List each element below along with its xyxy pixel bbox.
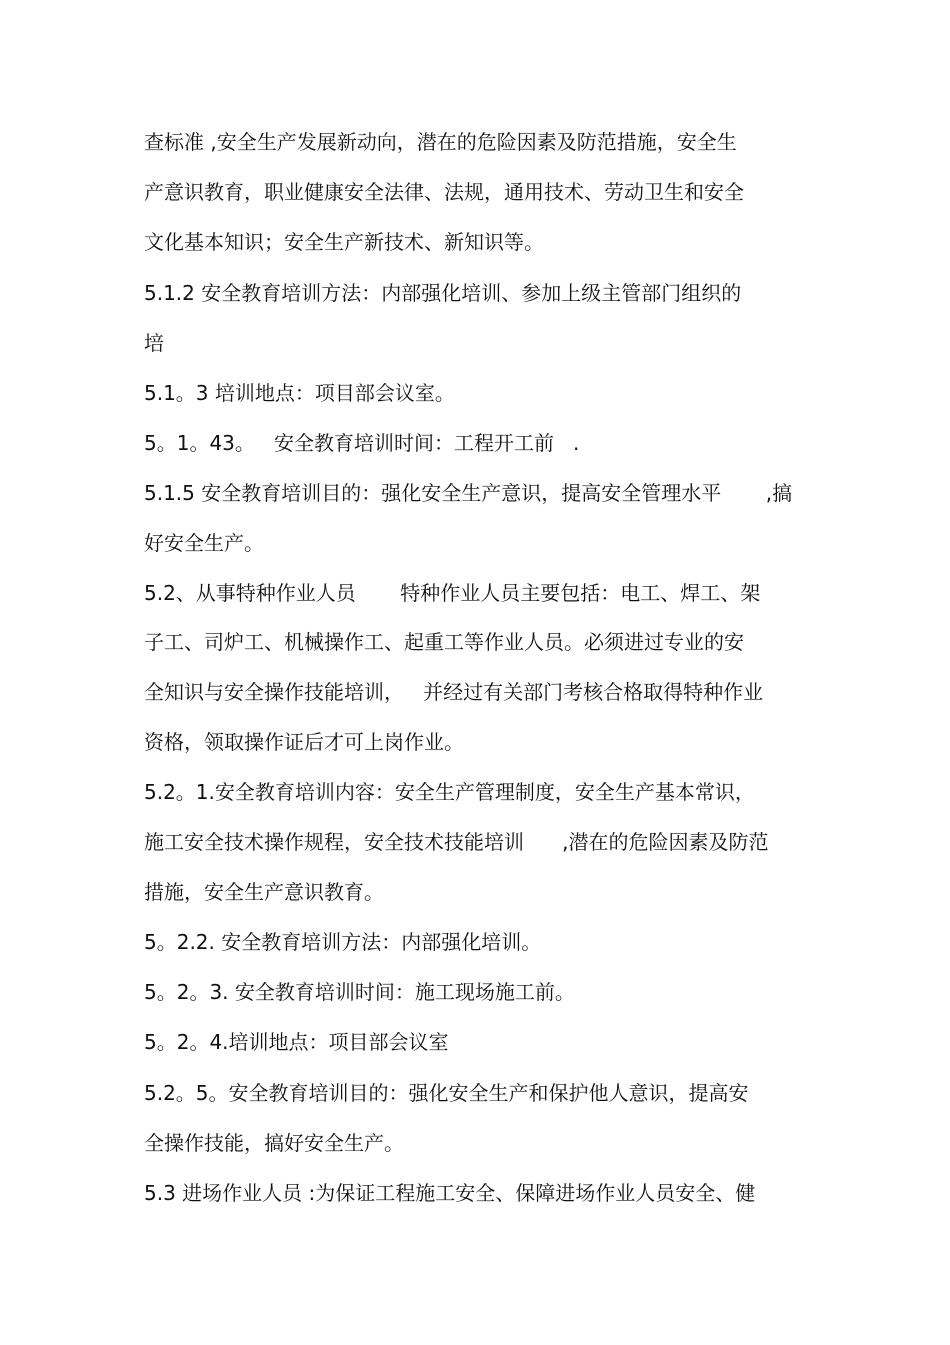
text-line-8: 5.1.5 安全教育培训目的：强化安全生产意识，提高安全管理水平 ,搞	[144, 481, 793, 505]
text-line-11: 子工、司炉工、机械操作工、起重工等作业人员。必须进过专业的安	[144, 630, 744, 654]
text-line-13: 资格，领取操作证后才可上岗作业。	[144, 730, 464, 754]
text-line-18: 5。2。3. 安全教育培训时间：施工现场施工前。	[144, 980, 575, 1004]
text-line-20: 5.2。5。安全教育培训目的：强化安全生产和保护他人意识，提高安	[144, 1081, 749, 1105]
text-line-7: 5。1。43。 安全教育培训时间：工程开工前 .	[144, 431, 580, 455]
text-line-16: 措施，安全生产意识教育。	[144, 880, 384, 904]
text-line-22: 5.3 进场作业人员 :为保证工程施工安全、保障进场作业人员安全、健	[144, 1181, 756, 1205]
text-line-21: 全操作技能，搞好安全生产。	[144, 1131, 404, 1155]
text-line-4: 5.1.2 安全教育培训方法：内部强化培训、参加上级主管部门组织的	[144, 281, 742, 305]
text-line-3: 文化基本知识；安全生产新技术、新知识等。	[144, 230, 544, 254]
text-line-12: 全知识与安全操作技能培训， 并经过有关部门考核合格取得特种作业	[144, 680, 764, 704]
text-line-9: 好安全生产。	[144, 531, 264, 555]
text-line-6: 5.1。3 培训地点：项目部会议室。	[144, 381, 455, 405]
text-line-10: 5.2、从事特种作业人员 特种作业人员主要包括：电工、焊工、架	[144, 581, 761, 605]
text-line-15: 施工安全技术操作规程，安全技术技能培训 ,潜在的危险因素及防范	[144, 830, 769, 854]
text-line-14: 5.2。1.安全教育培训内容：安全生产管理制度，安全生产基本常识，	[144, 780, 755, 804]
text-line-5: 培	[144, 331, 164, 355]
text-line-17: 5。2.2. 安全教育培训方法：内部强化培训。	[144, 930, 542, 954]
text-line-2: 产意识教育，职业健康安全法律、法规，通用技术、劳动卫生和安全	[144, 180, 744, 204]
text-line-19: 5。2。4.培训地点：项目部会议室	[144, 1030, 449, 1054]
text-line-1: 查标准 ,安全生产发展新动向，潜在的危险因素及防范措施，安全生	[144, 130, 737, 154]
